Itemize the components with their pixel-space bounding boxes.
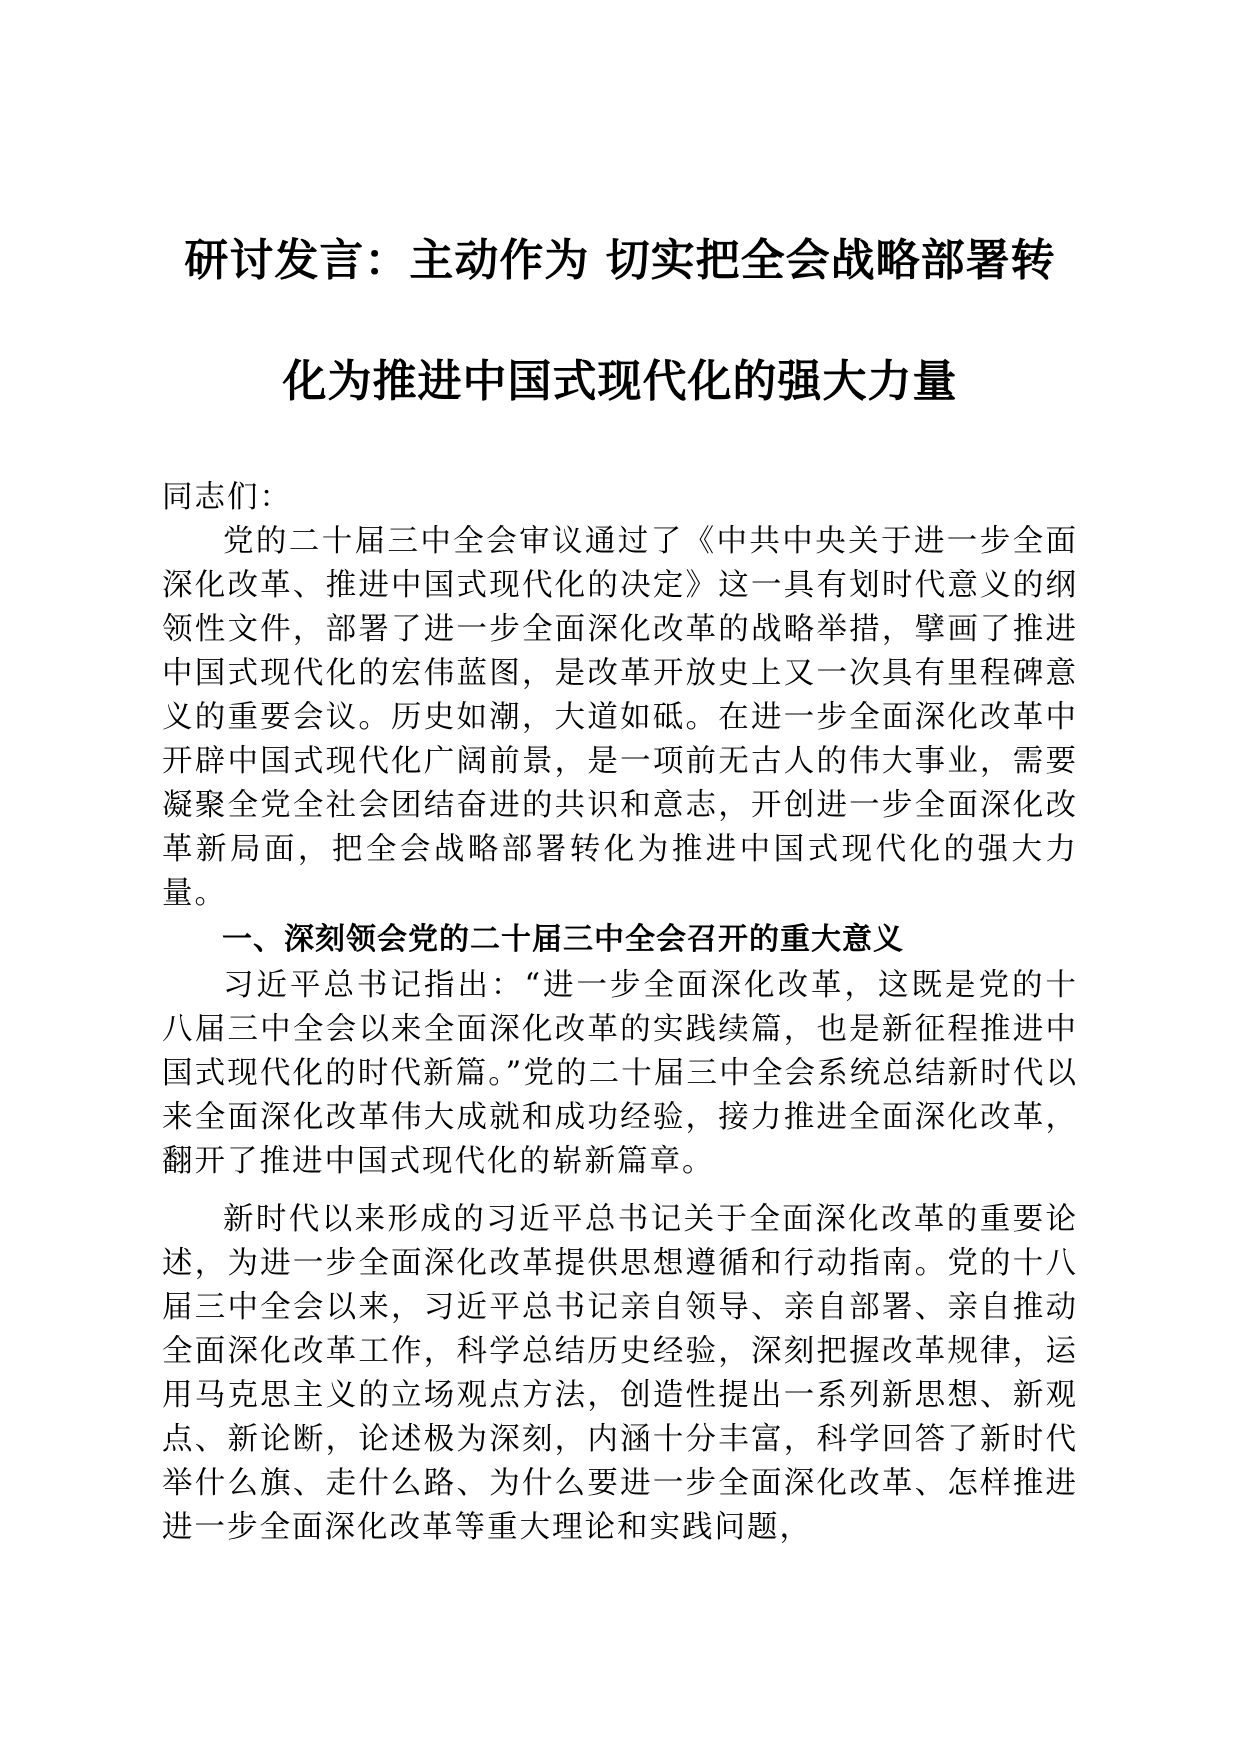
salutation: 同志们： (162, 480, 292, 515)
paragraph-section-1-a: 习近平总书记指出：“进一步全面深化改革，这既是党的十八届三中全会以来全面深化改革的实践续篇，也是新征程推进中国式现代化的时代新篇。”党的二十届三中全会系统总结新时代以来全面深化改革伟大成就和成功经验，接力推进全面深化改革，翻开了推进中国式现代化的崭新篇章。 (162, 968, 1078, 1179)
document-title-line-1: 研讨发言：主动作为 切实把全会战略部署转 (184, 235, 1056, 286)
section-heading-1: 一、深刻领会党的二十届三中全会召开的重大意义 (222, 922, 904, 957)
paragraph-section-1-b: 新时代以来形成的习近平总书记关于全面深化改革的重要论述，为进一步全面深化改革提供思想遵循和行动指南。党的十八届三中全会以来，习近平总书记亲自领导、亲自部署、亲自推动全面深化改革工作，科学总结历史经验，深刻把握改革规律，运用马克思主义的立场观点方法，创造性提出一系列新思想、新观点、新论断，论述极为深刻，内涵十分丰富，科学回答了新时代举什么旗、走什么路、为什么要进一步全面深化改革、怎样推进进一步全面深化改革等重大理论和实践问题， (162, 1202, 1078, 1545)
document-title-line-2: 化为推进中国式现代化的强大力量 (282, 356, 958, 407)
document-body (162, 476, 1078, 1550)
paragraph-intro: 党的二十届三中全会审议通过了《中共中央关于进一步全面深化改革、推进中国式现代化的决定》这一具有划时代意义的纲领性文件，部署了进一步全面深化改革的战略举措，擘画了推进中国式现代化的宏伟蓝图，是改革开放史上又一次具有里程碑意义的重要会议。历史如潮，大道如砥。在进一步全面深化改革中开辟中国式现代化广阔前景，是一项前无古人的伟大事业，需要凝聚全党全社会团结奋进的共识和意志，开创进一步全面深化改革新局面，把全会战略部署转化为推进中国式现代化的强大力量。 (162, 524, 1078, 911)
